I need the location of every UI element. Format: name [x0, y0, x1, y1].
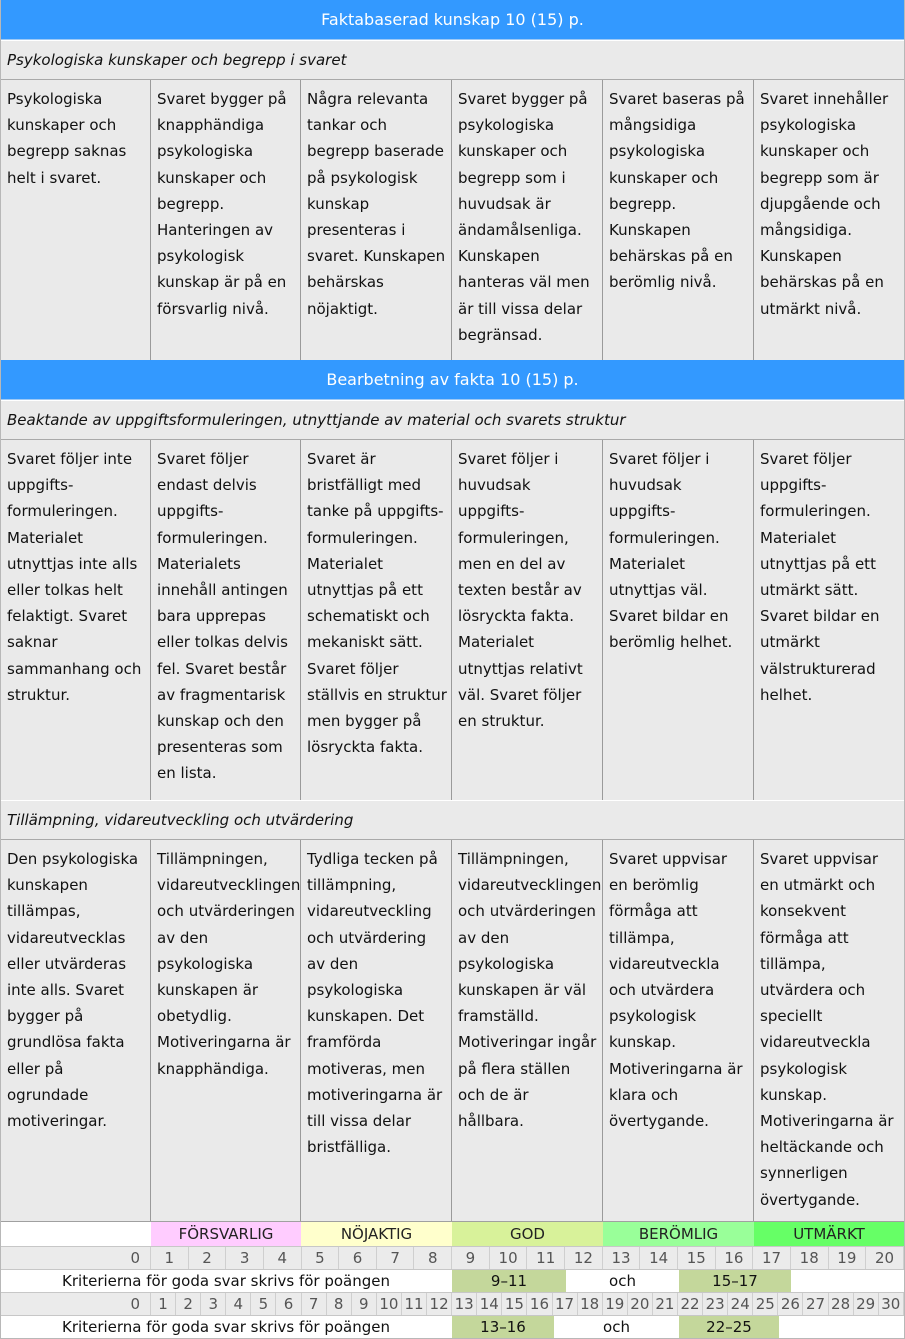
score-number: 6	[339, 1247, 377, 1269]
score-number: 7	[302, 1293, 327, 1315]
grade-empty	[1, 1222, 151, 1246]
criteria-points-row-20	[1, 1269, 904, 1292]
score-number: 6	[276, 1293, 301, 1315]
points-connector: och	[603, 1318, 630, 1336]
section-header-faktabaserad	[1, 0, 904, 40]
section-header-bearbetning	[1, 360, 904, 400]
criteria-cell: Svaret följer i huvudsak uppgifts-formuleringen, men en del av texten består av lösryckta fakta. Materialet utnyttjas relativt väl. Svaret följer en struktur.	[452, 440, 603, 800]
points-range-excellent: 22–25	[679, 1316, 779, 1338]
subsection-header	[1, 40, 904, 80]
score-number: 0	[1, 1293, 151, 1315]
points-connector: och	[609, 1272, 636, 1290]
score-number: 28	[829, 1293, 854, 1315]
grade-nojaktig: NÖJAKTIG	[301, 1222, 452, 1246]
point-scale-20	[1, 1246, 904, 1269]
criteria-cell: Några relevanta tankar och begrepp baserade på psykologisk kunskap presenteras i svaret. Kunskapen behärskas nöjaktigt.	[301, 80, 452, 360]
score-number: 5	[302, 1247, 340, 1269]
score-number: 18	[578, 1293, 603, 1315]
score-number: 20	[628, 1293, 653, 1315]
score-number: 19	[829, 1247, 867, 1269]
section-title: Faktabaserad kunskap 10 (15) p.	[321, 10, 584, 29]
criteria-cell: Tillämpningen, vidareutvecklingen och utvärderingen av den psykologiska kunskapen är väl framställd. Motiveringar ingår på flera ställen och de är hållbara.	[452, 840, 603, 1221]
criteria-cell: Svaret bygger på knapphändiga psykologiska kunskaper och begrepp. Hanteringen av psykologisk kunskap är på en försvarlig nivå.	[151, 80, 301, 360]
point-scale-30	[1, 1292, 904, 1315]
score-number: 17	[753, 1247, 791, 1269]
criteria-cell: Den psykologiska kunskapen tillämpas, vidareutvecklas eller utvärderas inte alls. Svaret bygger på grundlösa fakta eller på ogrundade motiveringar.	[1, 840, 151, 1221]
score-number: 26	[778, 1293, 803, 1315]
score-number: 25	[753, 1293, 778, 1315]
subsection-header	[1, 400, 904, 440]
criteria-cell: Svaret uppvisar en berömlig förmåga att tillämpa, vidareutveckla och utvärdera psykologisk kunskap. Motiveringarna är klara och övertygande.	[603, 840, 754, 1221]
score-number: 15	[678, 1247, 716, 1269]
score-number: 18	[791, 1247, 829, 1269]
score-number: 16	[527, 1293, 552, 1315]
score-number: 23	[703, 1293, 728, 1315]
score-number: 9	[352, 1293, 377, 1315]
score-number: 17	[553, 1293, 578, 1315]
points-range-excellent: 15–17	[679, 1270, 791, 1292]
score-number: 3	[201, 1293, 226, 1315]
score-number: 21	[653, 1293, 678, 1315]
score-number: 7	[377, 1247, 415, 1269]
subsection-title: Beaktande av uppgiftsformuleringen, utnyttjande av material och svarets struktur	[7, 411, 626, 429]
grade-beromlig: BERÖMLIG	[603, 1222, 754, 1246]
criteria-cell: Svaret uppvisar en utmärkt och konsekvent förmåga att tillämpa, utvärdera och speciellt vidareutveckla psykologisk kunskap. Motiveringarna är heltäckande och synnerligen övertygande.	[760, 850, 894, 1209]
score-number: 8	[327, 1293, 352, 1315]
score-number: 14	[477, 1293, 502, 1315]
criteria-cell: Tillämpningen, vidareutvecklingen och utvärderingen av den psykologiska kunskapen är obetydlig. Motiveringarna är knapphändiga.	[151, 840, 301, 1221]
score-number: 4	[226, 1293, 251, 1315]
criteria-cell: Svaret följer endast delvis uppgifts-formuleringen. Materialets innehåll antingen bara upprepas eller tolkas delvis fel. Svaret består av fragmentarisk kunskap och den presenteras som en lista.	[151, 440, 301, 800]
criteria-cell: Psykologiska kunskaper och begrepp saknas helt i svaret.	[1, 80, 151, 360]
criteria-cell: Svaret följer inte uppgifts-formuleringen. Materialet utnyttjas inte alls eller tolkas helt felaktigt. Svaret saknar sammanhang och struktur.	[1, 440, 151, 800]
criteria-cell: Svaret följer i huvudsak uppgifts-formuleringen. Materialet utnyttjas väl. Svaret bildar en berömlig helhet.	[603, 440, 754, 800]
grade-utmarkt: UTMÄRKT	[754, 1222, 904, 1246]
score-number: 9	[452, 1247, 490, 1269]
criteria-points-label: Kriterierna för goda svar skrivs för poängen	[62, 1318, 390, 1336]
criteria-row	[1, 80, 904, 360]
score-number: 2	[176, 1293, 201, 1315]
criteria-row	[1, 840, 904, 1221]
score-number: 4	[264, 1247, 302, 1269]
section-title: Bearbetning av fakta 10 (15) p.	[326, 370, 579, 389]
score-number: 27	[803, 1293, 828, 1315]
score-number: 16	[716, 1247, 754, 1269]
criteria-row	[1, 440, 904, 800]
score-number: 11	[527, 1247, 565, 1269]
points-range-good: 13–16	[452, 1316, 554, 1338]
criteria-cell: Svaret följer uppgifts-formuleringen. Materialet utnyttjas på ett utmärkt sätt. Svaret bildar en utmärkt välstrukturerad helhet.	[760, 450, 880, 704]
criteria-cell: Tydliga tecken på tillämpning, vidareutveckling och utvärdering av den psykologiska kunskapen. Det framförda motiveras, men motiveringarna är till vissa delar bristfälliga.	[301, 840, 452, 1221]
score-number: 20	[866, 1247, 904, 1269]
criteria-cell: Svaret bygger på psykologiska kunskaper och begrepp som i huvudsak är ändamålsenliga. Kunskapen hanteras väl men är till vissa delar begränsad.	[452, 80, 603, 360]
score-number: 30	[879, 1293, 904, 1315]
score-number: 10	[377, 1293, 402, 1315]
grade-band	[1, 1221, 904, 1246]
score-number: 12	[565, 1247, 603, 1269]
score-number: 14	[640, 1247, 678, 1269]
score-number: 2	[189, 1247, 227, 1269]
points-range-good: 9–11	[452, 1270, 566, 1292]
criteria-points-row-30	[1, 1315, 904, 1338]
criteria-cell: Svaret innehåller psykologiska kunskaper och begrepp som är djupgående och mångsidiga. Kunskapen behärskas på en utmärkt nivå.	[760, 90, 889, 318]
score-number: 10	[490, 1247, 528, 1269]
score-number: 12	[427, 1293, 452, 1315]
subsection-title: Psykologiska kunskaper och begrepp i svaret	[7, 51, 347, 69]
score-number: 22	[678, 1293, 703, 1315]
criteria-cell: Svaret är bristfälligt med tanke på uppgifts-formuleringen. Materialet utnyttjas på ett schematiskt och mekaniskt sätt. Svaret följer ställvis en struktur men bygger på lösryckta fakta.	[301, 440, 452, 800]
score-number: 29	[854, 1293, 879, 1315]
score-number: 1	[151, 1247, 189, 1269]
criteria-cell: Svaret baseras på mångsidiga psykologiska kunskaper och begrepp. Kunskapen behärskas på en berömlig nivå.	[603, 80, 754, 360]
score-number: 5	[251, 1293, 276, 1315]
score-number: 15	[502, 1293, 527, 1315]
score-number: 0	[1, 1247, 151, 1269]
score-number: 19	[603, 1293, 628, 1315]
subsection-title: Tillämpning, vidareutveckling och utvärdering	[7, 811, 354, 829]
score-number: 11	[402, 1293, 427, 1315]
score-number: 24	[728, 1293, 753, 1315]
subsection-header	[1, 800, 904, 840]
grade-forsvarlig: FÖRSVARLIG	[151, 1222, 301, 1246]
score-number: 13	[452, 1293, 477, 1315]
score-number: 8	[414, 1247, 452, 1269]
score-number: 13	[603, 1247, 641, 1269]
score-number: 3	[226, 1247, 264, 1269]
score-number: 1	[151, 1293, 176, 1315]
criteria-points-label: Kriterierna för goda svar skrivs för poängen	[62, 1272, 390, 1290]
grade-god: GOD	[452, 1222, 603, 1246]
